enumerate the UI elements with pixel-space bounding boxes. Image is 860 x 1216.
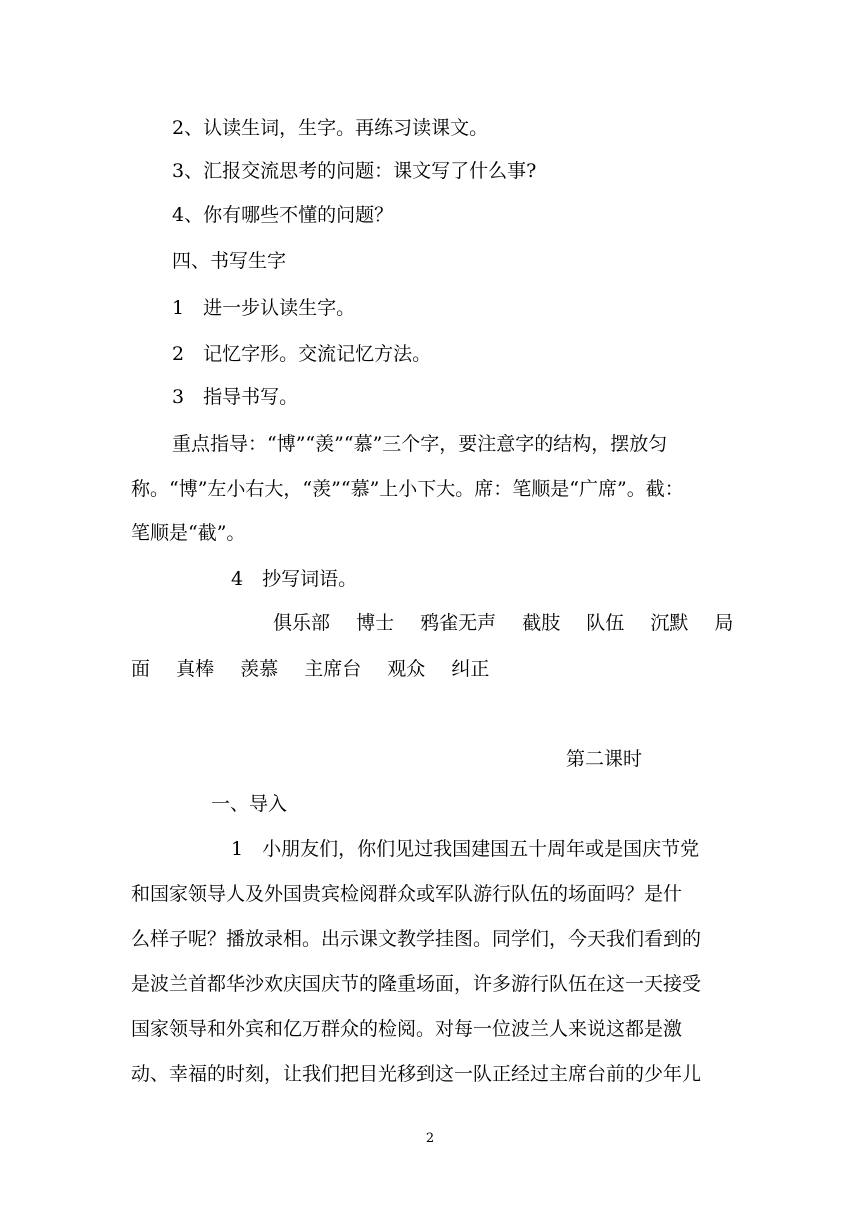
vocab-word: 观众 (387, 658, 426, 680)
vocab-word: 博士 (356, 612, 395, 634)
vocab-word: 面 (131, 658, 151, 680)
writing-step-1: 1 进一步认读生字。 (172, 297, 356, 319)
lesson-two-title: 第二课时 (566, 748, 643, 770)
vocab-word: 局 (714, 612, 734, 634)
focus-paragraph-line-3: 笔顺是“截”。 (131, 522, 246, 544)
vocab-word: 俱乐部 (273, 612, 331, 634)
vocab-word: 截肢 (522, 612, 561, 634)
vocab-word: 纠正 (451, 658, 490, 680)
copy-words-step: 4 抄写词语。 (231, 568, 358, 590)
vocab-word: 主席台 (304, 658, 362, 680)
section-four-heading: 四、书写生字 (172, 250, 287, 272)
vocabulary-row-2 (131, 656, 489, 682)
vocab-word: 沉默 (650, 612, 689, 634)
focus-paragraph-line-1: 重点指导：“博”“羡”“慕”三个字，要注意字的结构，摆放匀 (172, 433, 668, 455)
vocab-word: 队伍 (586, 612, 625, 634)
focus-paragraph-line-2: 称。“博”左小右大，“羡”“慕”上小下大。席：笔顺是“广席”。截： (131, 478, 684, 500)
vocabulary-row-1 (273, 610, 733, 636)
vocab-word: 鸦雀无声 (420, 612, 497, 634)
writing-step-2: 2 记忆字形。交流记忆方法。 (172, 343, 432, 365)
writing-step-3: 3 指导书写。 (172, 386, 299, 408)
section-one-heading: 一、导入 (211, 793, 288, 815)
lesson-item-3: 3、汇报交流思考的问题：课文写了什么事? (172, 160, 537, 182)
vocab-word: 羡慕 (240, 658, 279, 680)
intro-paragraph-line-6: 动、幸福的时刻，让我们把目光移到这一队正经过主席台前的少年儿 (131, 1063, 702, 1085)
page-number: 2 (425, 1131, 435, 1146)
vocab-word: 真棒 (176, 658, 215, 680)
intro-paragraph-line-5: 国家领导和外宾和亿万群众的检阅。对每一位波兰人来说这都是激 (131, 1018, 683, 1040)
intro-paragraph-line-3: 么样子呢？播放录相。出示课文教学挂图。同学们，今天我们看到的 (131, 928, 702, 950)
intro-paragraph-line-1: 1 小朋友们，你们见过我国建国五十周年或是国庆节党 (231, 838, 700, 860)
intro-paragraph-line-4: 是波兰首都华沙欢庆国庆节的隆重场面，许多游行队伍在这一天接受 (131, 973, 702, 995)
intro-paragraph-line-2: 和国家领导人及外国贵宾检阅群众或军队游行队伍的场面吗？是什 (131, 883, 683, 905)
lesson-item-2: 2、认读生词，生字。再练习读课文。 (172, 117, 489, 139)
lesson-item-4: 4、你有哪些不懂的问题？ (172, 204, 394, 226)
